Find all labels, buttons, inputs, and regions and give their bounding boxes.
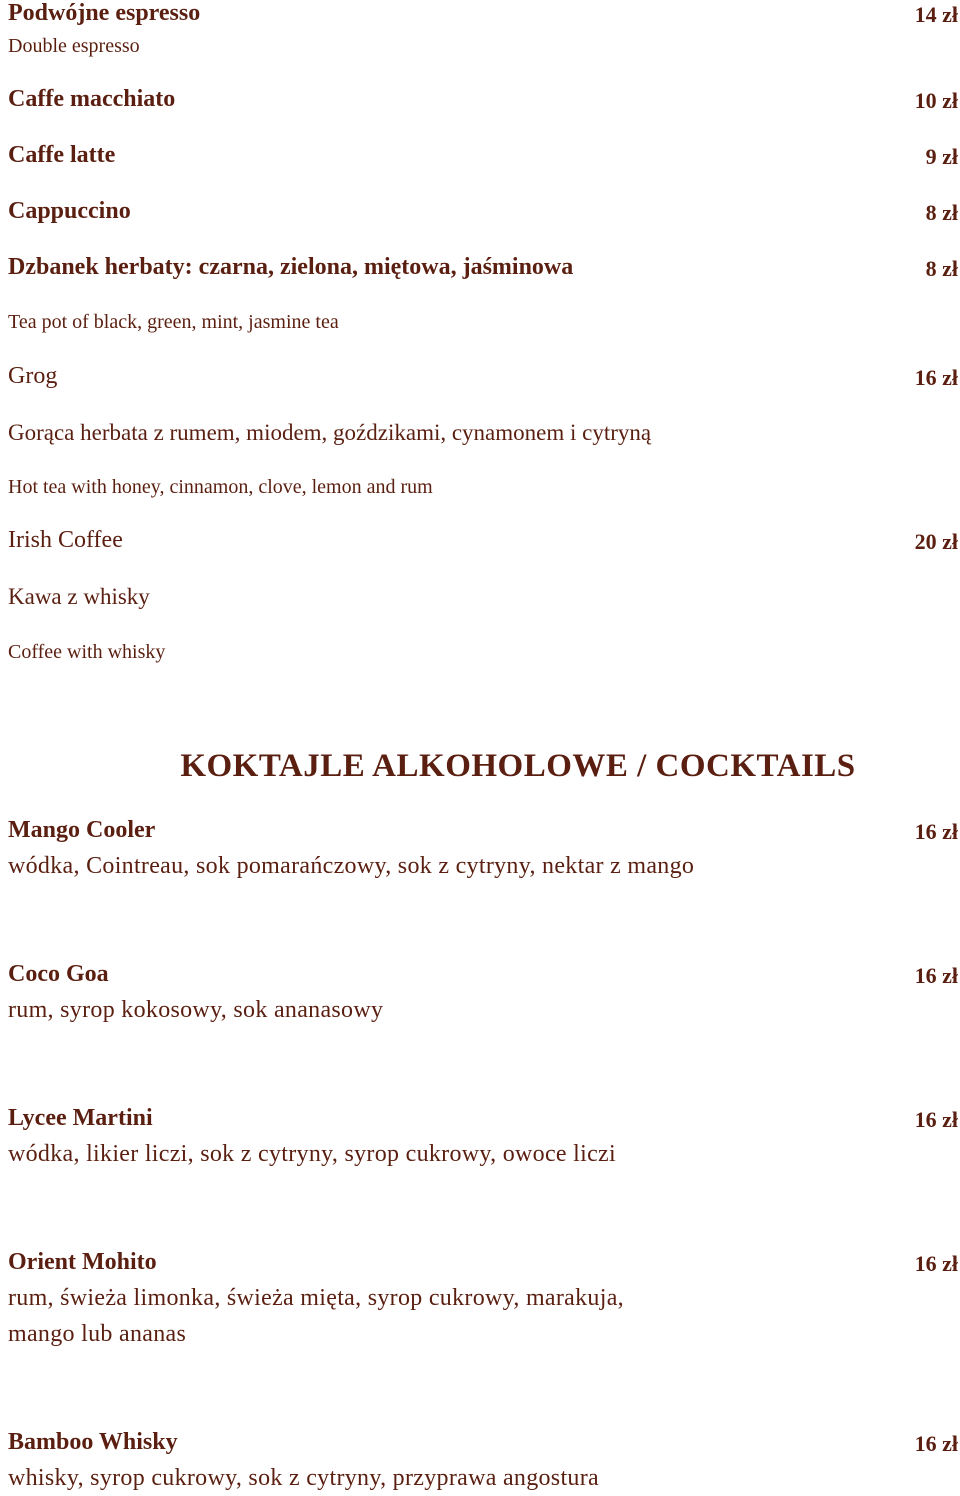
drink-price: 8 zł: [925, 256, 958, 281]
drink-price: 10 zł: [914, 88, 958, 113]
cocktail-description: wódka, Cointreau, sok pomarańczowy, sok z cytryny, nektar z mango: [8, 853, 695, 879]
drink-name: Podwójne espresso: [8, 0, 201, 26]
drink-price: 20 zł: [914, 529, 958, 554]
cocktail-name: Lycee Martini: [8, 1105, 153, 1131]
cocktail-price: 16 zł: [914, 819, 958, 844]
cocktail-price: 16 zł: [914, 1251, 958, 1276]
drink-description: Gorąca herbata z rumem, miodem, goździkami, cynamonem i cytryną: [8, 420, 652, 445]
cocktail-price: 16 zł: [914, 963, 958, 988]
drink-subtitle: Hot tea with honey, cinnamon, clove, lemon and rum: [8, 476, 433, 498]
cocktail-description-continued: mango lub ananas: [8, 1321, 187, 1347]
drink-subtitle: Double espresso: [8, 35, 140, 57]
cocktail-name: Orient Mohito: [8, 1249, 157, 1275]
section-title: KOKTAJLE ALKOHOLOWE / COCKTAILS: [180, 748, 856, 784]
drink-name: Grog: [8, 363, 58, 389]
drink-price: 16 zł: [914, 365, 958, 390]
cocktail-name: Bamboo Whisky: [8, 1429, 178, 1455]
cocktail-name: Coco Goa: [8, 961, 109, 987]
drink-name: Dzbanek herbaty: czarna, zielona, miętowa, jaśminowa: [8, 254, 574, 280]
cocktail-description: rum, syrop kokosowy, sok ananasowy: [8, 997, 384, 1023]
drink-name: Cappuccino: [8, 198, 131, 224]
drink-subtitle: Coffee with whisky: [8, 641, 166, 663]
cocktail-description: rum, świeża limonka, świeża mięta, syrop cukrowy, marakuja,: [8, 1285, 624, 1311]
drink-name: Caffe macchiato: [8, 86, 176, 112]
drink-price: 9 zł: [925, 144, 958, 169]
drink-name: Caffe latte: [8, 142, 116, 168]
drink-name: Irish Coffee: [8, 527, 123, 553]
cocktail-price: 16 zł: [914, 1107, 958, 1132]
drink-subtitle: Tea pot of black, green, mint, jasmine tea: [8, 311, 339, 333]
cocktail-description: wódka, likier liczi, sok z cytryny, syrop cukrowy, owoce liczi: [8, 1141, 616, 1167]
cocktail-description: whisky, syrop cukrowy, sok z cytryny, przyprawa angostura: [8, 1465, 599, 1491]
drink-price: 8 zł: [925, 200, 958, 225]
drink-price: 14 zł: [914, 2, 958, 27]
cocktail-name: Mango Cooler: [8, 817, 156, 843]
cocktail-price: 16 zł: [914, 1431, 958, 1456]
drink-description: Kawa z whisky: [8, 584, 150, 609]
